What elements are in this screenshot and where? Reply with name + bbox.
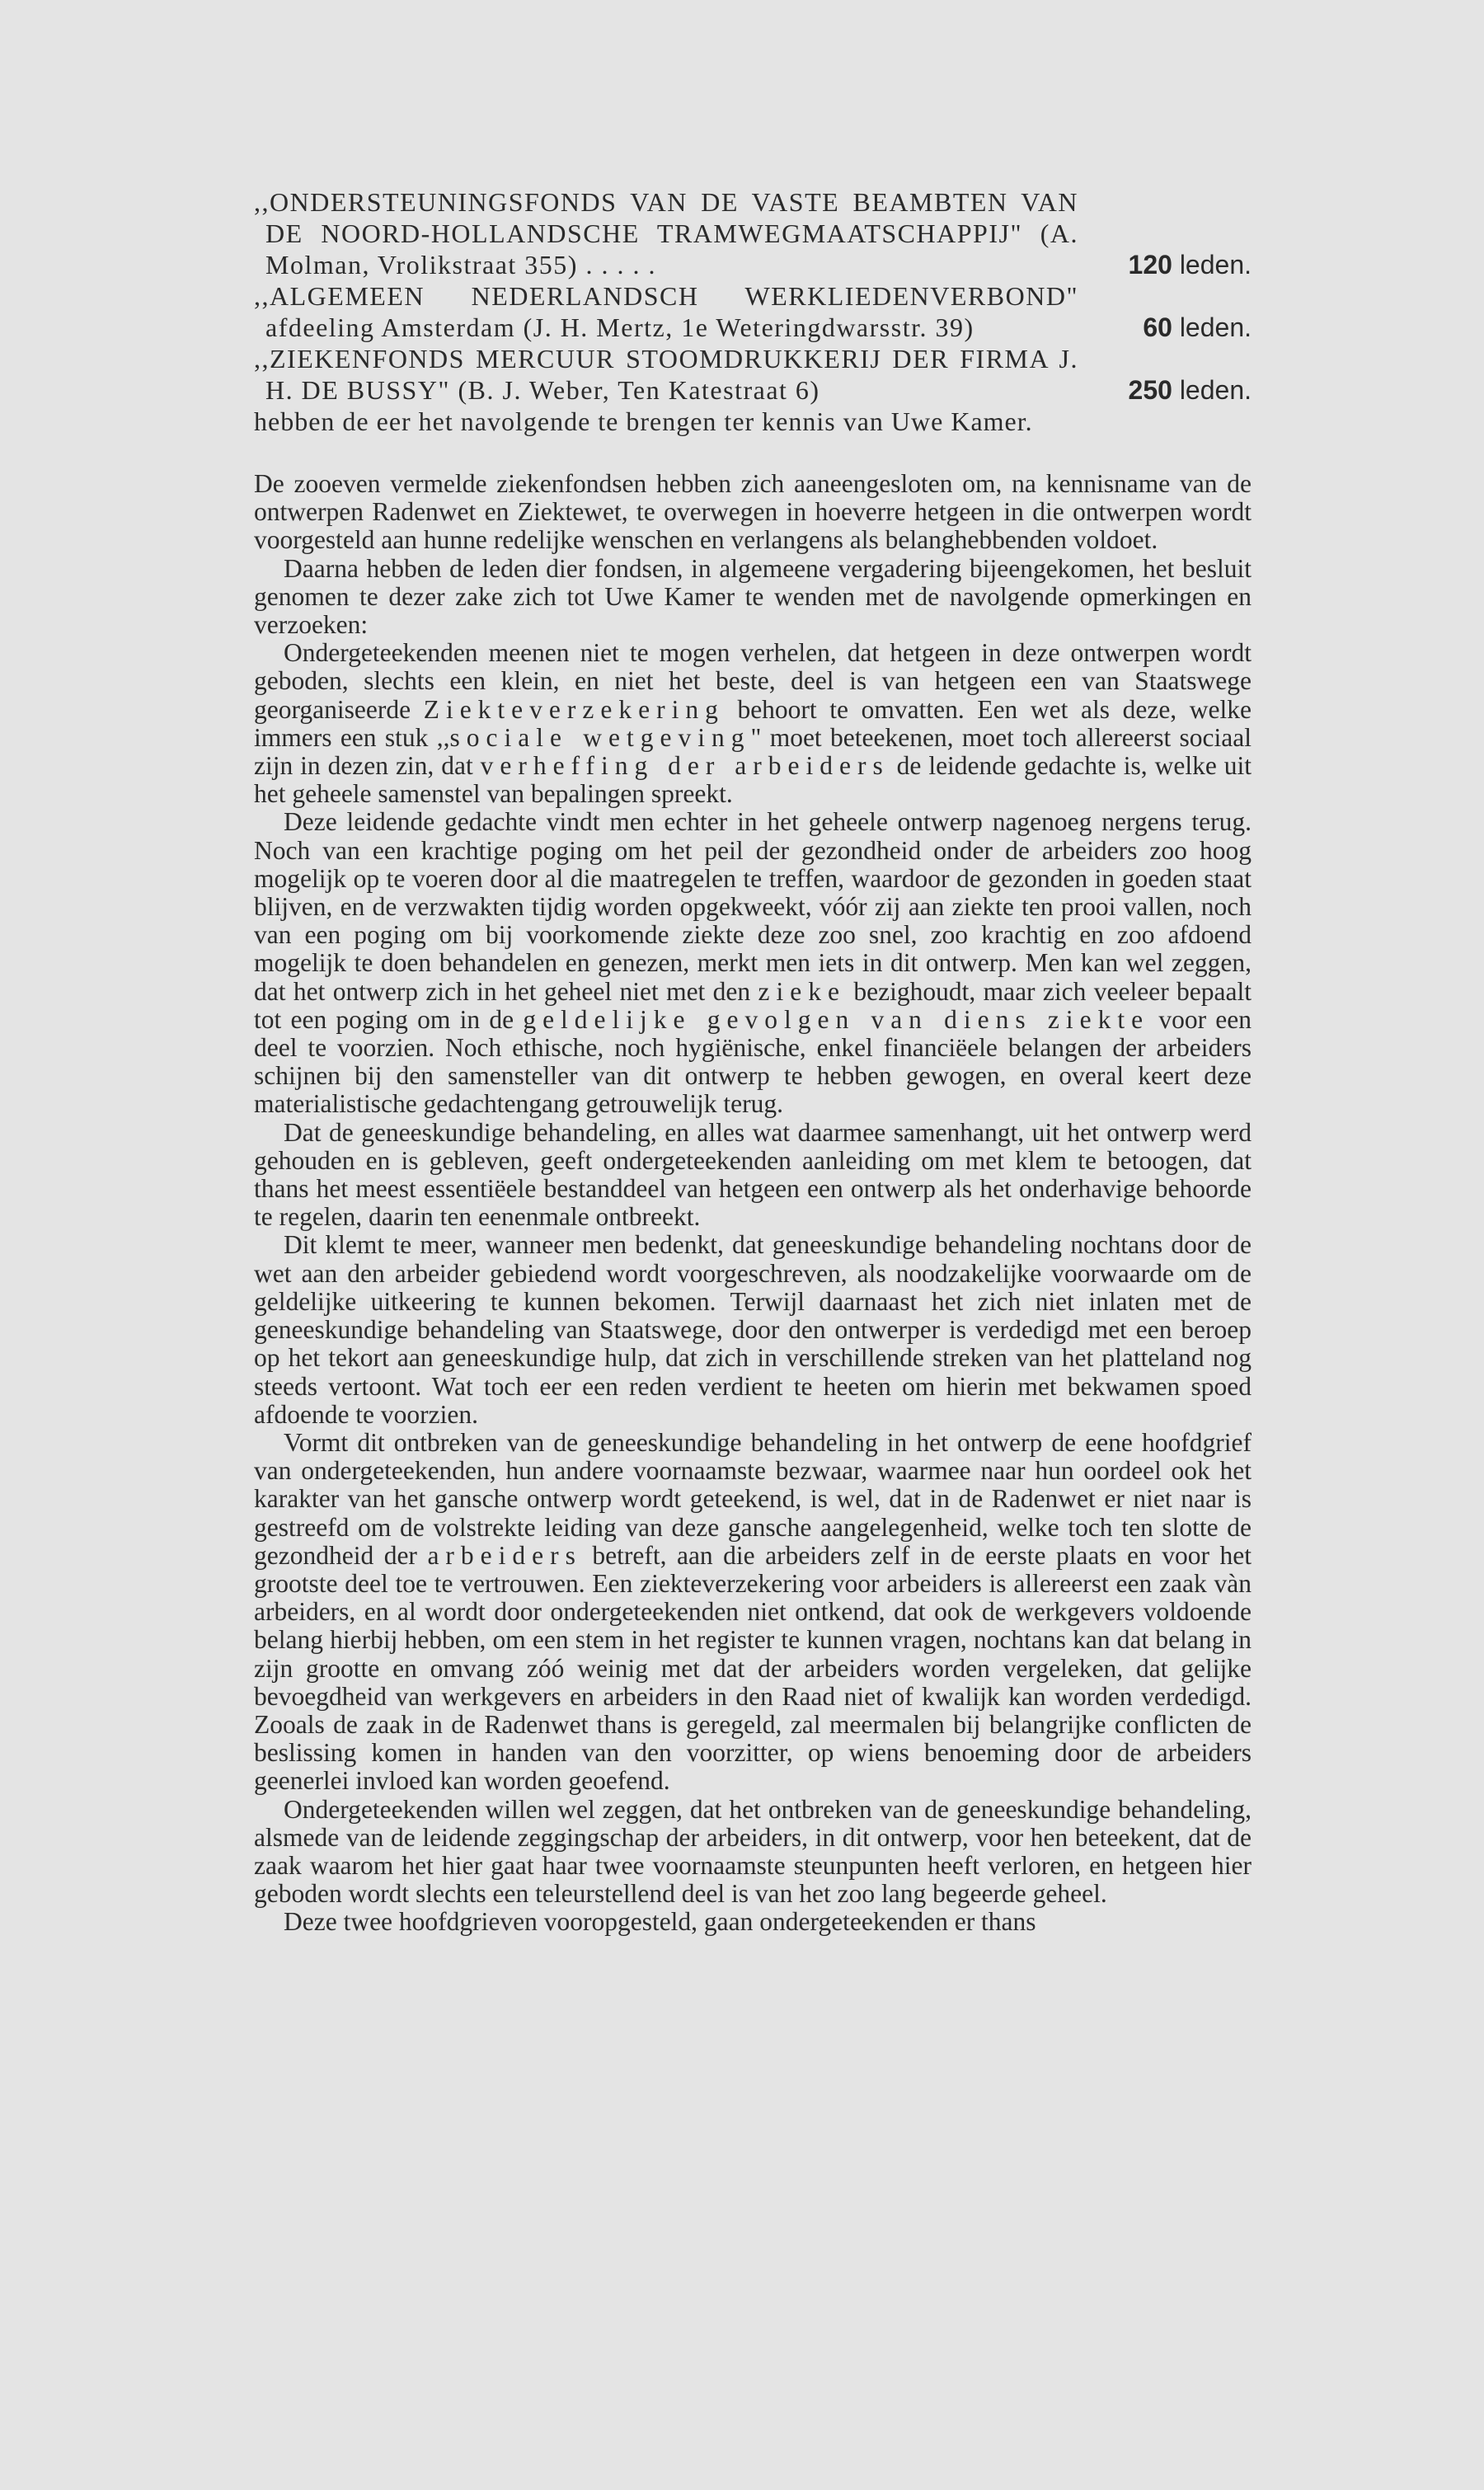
letter-body: [254, 470, 1252, 1937]
body-paragraph: [254, 1908, 1252, 1936]
paragraph-text: betreft, aan die arbeiders zelf in de eerste plaats en voor het grootste deel toe te vertrouwen. Een ziekteverzekering voor arbeiders is allereerst een zaak vàn arbeiders, en al wordt door ondergeteekenden niet ontkend, dat ook de werkgevers voldoende belang hierbij hebben, om een stem in het register te kunnen vragen, nochtans kan dat belang in zijn grootte en omvang zóó weinig met dat der arbeiders worden vergeleken, dat gelijke bevoegdheid van werkgevers en arbeiders in den Raad niet of kwalijk kan worden verdedigd. Zooals de zaak in de Radenwet thans is geregeld, zal meermalen bij belangrijke conflicten de beslissing komen in handen van den voorzitter, op wiens benoeming door de arbeiders geenerlei invloed kan worden geoefend.: [254, 1540, 1252, 1796]
body-paragraph: [254, 639, 1252, 808]
paragraph-text: bezighoudt, maar zich veeleer bepaalt tot een poging om in de: [254, 976, 1252, 1034]
fund-entry: [254, 186, 1252, 280]
paragraph-text: de leidende gedachte is, welke uit het geheele samenstel van bepalingen spreekt.: [254, 751, 1252, 809]
fund-name: ,,ALGEMEEN NEDERLANDSCH WERKLIEDENVERBOND" afdeeling Amsterdam (J. H. Mertz, 1e Weteringdwarsstr. 39): [254, 281, 1078, 342]
member-count-number: 60: [1143, 312, 1172, 342]
paragraph-text: behoort te omvatten. Een wet als deze, welke immers een stuk ,,: [254, 694, 1252, 752]
paragraph-text: Daarna hebben de leden dier fondsen, in algemeene vergadering bijeengekomen, het besluit genomen te dezer zake zich tot Uwe Kamer te wenden met de navolgende opmerkingen en verzoeken:: [254, 553, 1252, 640]
member-count: [1129, 249, 1252, 280]
document-body: [254, 186, 1252, 1937]
member-fund-list: [254, 186, 1252, 406]
paragraph-text: Deze leidende gedachte vindt men echter in het geheele ontwerp nagenoeg nergens terug. Noch van een krachtige poging om het peil der gezondheid onder de arbeiders zoo hoog mogelijk op te voeren door al die maatregelen te treffen, waardoor de gezonden in goeden staat blijven, en de verzwakten tijdig worden opgekweekt, vóór zij aan ziekte ten prooi vallen, noch van een poging om bij voorkomende ziekte deze zoo snel, zoo krachtig en zoo afdoend mogelijk te doen behandelen en genezen, merkt men iets in dit ontwerp. Men kan wel zeggen, dat het ontwerp zich in het geheel niet met den: [254, 807, 1252, 1006]
fund-name: ,,ZIEKENFONDS MERCUUR STOOMDRUKKERIJ DER FIRMA J. H. DE BUSSY" (B. J. Weber, Ten Katestraat 6): [254, 344, 1078, 405]
paragraph-text: " moet beteekenen, moet toch allereerst sociaal zijn in dezen zin, dat: [254, 722, 1252, 781]
body-paragraph: [254, 1119, 1252, 1232]
paragraph-text: Ondergeteekenden willen wel zeggen, dat het ontbreken van de geneeskundige behandeling, alsmede van de leidende zeggingschap der arbeiders, in dit ontwerp, voor hen beteekent, dat de zaak waarom het hier gaat haar twee voornaamste steunpunten heeft verloren, en hetgeen hier geboden wordt slechts een teleurstellend deel is van het zoo lang begeerde geheel.: [254, 1794, 1252, 1909]
member-count: [1129, 374, 1252, 406]
paragraph-text: Deze twee hoofdgrieven vooropgesteld, gaan ondergeteekenden er thans: [284, 1907, 1036, 1937]
member-count-number: 120: [1128, 250, 1172, 280]
member-count: [1143, 312, 1252, 343]
paragraph-text: De zooeven vermelde ziekenfondsen hebben zich aaneengesloten om, na kennisname van de ontwerpen Radenwet en Ziektewet, te overwegen in hoeverre hetgeen in die ontwerpen wordt voorgesteld aan hunne redelijke wenschen en verlangens als belanghebbenden voldoet.: [254, 469, 1252, 555]
intro-line: hebben de eer het navolgende te brengen ter kennis van Uwe Kamer.: [254, 406, 1033, 436]
paragraph-text: Dit klemt te meer, wanneer men bedenkt, dat geneeskundige behandeling nochtans door de wet aan den arbeider gebiedend wordt voorgeschreven, als noodzakelijke voorwaarde om de geldelijke uitkeering te kunnen bekomen. Terwijl daarnaast het zich niet inlaten met de geneeskundige behandeling van Staatswege, door den ontwerper is verdedigd met een beroep op het tekort aan geneeskundige hulp, dat zich in verschillende streken van het platteland nog steeds vertoont. Wat toch eer een reden verdient te heeten om hierin met bekwamen spoed afdoende te voorzien.: [254, 1230, 1252, 1429]
paragraph-text: voor een deel te voorzien. Noch ethische, noch hygiënische, enkel financiëele belangen der arbeiders schijnen bij den samensteller van dit ontwerp te hebben gewogen, en overal keert deze materialistische gedachtengang getrouwelijk terug.: [254, 1004, 1252, 1119]
emphasized-text: zieke: [758, 976, 846, 1006]
member-count-unit: leden.: [1179, 312, 1252, 342]
body-paragraph: [254, 470, 1252, 555]
emphasized-text: Ziekteverzekering: [423, 694, 725, 724]
fund-entry: [254, 280, 1252, 343]
paragraph-text: Ondergeteekenden meenen niet te mogen verhelen, dat hetgeen in deze ontwerpen wordt geboden, slechts een klein, en niet het beste, deel is van hetgeen een van Staatswege georganiseerde: [254, 638, 1252, 724]
body-paragraph: [254, 808, 1252, 1118]
paragraph-text: Dat de geneeskundige behandeling, en alles wat daarmee samenhangt, uit het ontwerp werd gehouden en is gebleven, geeft ondergeteekenden aanleiding om met klem te betoogen, dat thans het meest essentiëele bestanddeel van hetgeen een ontwerp als het onderhavige behoorde te regelen, daarin ten eenenmale ontbreekt.: [254, 1117, 1252, 1232]
fund-name: ,,ONDERSTEUNINGSFONDS VAN DE VASTE BEAMBTEN VAN DE NOORD-HOLLANDSCHE TRAMWEGMAATSCHAPPIJ" (A. Molman, Vrolikstraat 355) . . . . .: [254, 187, 1078, 280]
body-paragraph: [254, 1429, 1252, 1796]
emphasized-text: sociale wetgeving: [449, 722, 751, 752]
member-count-unit: leden.: [1179, 250, 1252, 280]
body-paragraph: [254, 555, 1252, 640]
member-count-unit: leden.: [1179, 375, 1252, 405]
fund-entry: [254, 343, 1252, 406]
paragraph-text: Vormt dit ontbreken van de geneeskundige behandeling in het ontwerp de eene hoofdgrief van ondergeteekenden, hun andere voornaamste bezwaar, waarmee naar hun oordeel ook het karakter van het gansche ontwerp wordt geteekend, is wel, dat in de Radenwet er niet naar is gestreefd om de volstrekte leiding van deze gansche aangelegenheid, welke toch ten slotte de gezondheid der: [254, 1427, 1252, 1570]
member-count-number: 250: [1128, 375, 1172, 405]
emphasized-text: verheffing der arbeiders: [480, 751, 890, 781]
body-paragraph: [254, 1231, 1252, 1428]
body-paragraph: [254, 1796, 1252, 1909]
emphasized-text: geldelijke gevolgen van diens ziekte: [523, 1004, 1150, 1034]
emphasized-text: arbeiders: [427, 1540, 582, 1570]
